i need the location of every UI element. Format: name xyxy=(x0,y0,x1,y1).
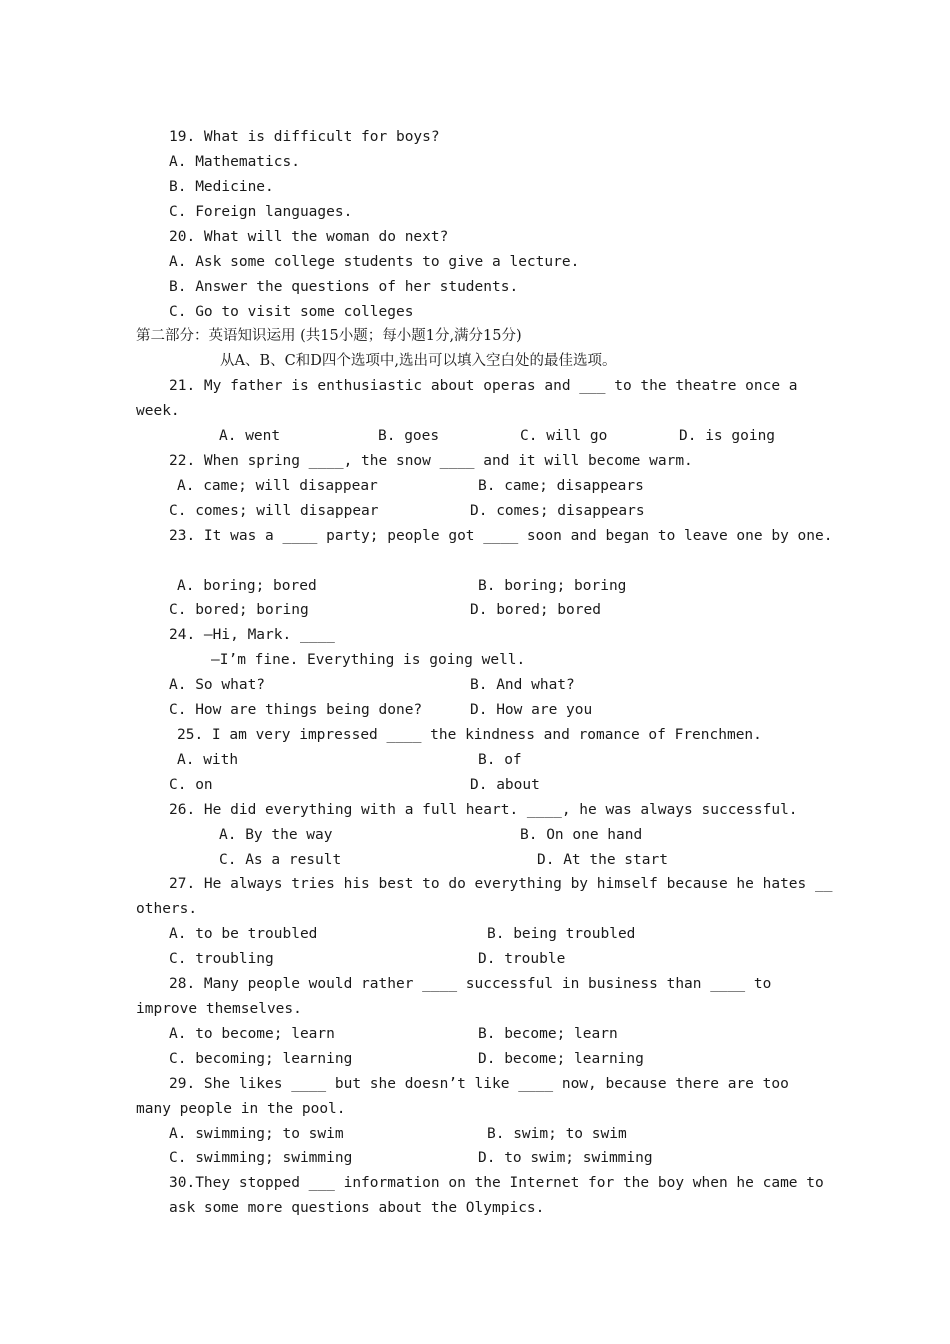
question-21-stem-cont: week. xyxy=(136,403,180,419)
question-25-option-a: A. with xyxy=(177,752,239,768)
question-24-option-a: A. So what? xyxy=(169,677,266,693)
question-23-stem: 23. It was a ____ party; people got ____ soon and began to leave one by one. xyxy=(169,528,833,544)
question-19-stem: 19. What is difficult for boys? xyxy=(169,129,440,145)
question-28-option-c: C. becoming; learning xyxy=(169,1051,353,1067)
section-2-instruction: 从A、B、C和D四个选项中,选出可以填入空白处的最佳选项。 xyxy=(220,353,617,369)
question-24-stem: 24. —Hi, Mark. ____ xyxy=(169,627,335,643)
question-22-option-b: B. came; disappears xyxy=(478,478,644,494)
question-24-reply: —I’m fine. Everything is going well. xyxy=(211,652,526,668)
question-29-stem-cont: many people in the pool. xyxy=(136,1101,346,1117)
question-21-option-d: D. is going xyxy=(679,428,776,444)
question-26-option-d: D. At the start xyxy=(537,852,668,868)
question-26-option-a: A. By the way xyxy=(219,827,333,843)
question-30-stem-cont: ask some more questions about the Olympics. xyxy=(169,1200,545,1216)
question-21-stem: 21. My father is enthusiastic about operas and ___ to the theatre once a xyxy=(169,378,798,394)
question-29-option-d: D. to swim; swimming xyxy=(478,1150,653,1166)
question-23-option-a: A. boring; bored xyxy=(177,578,317,594)
question-20-option-a: A. Ask some college students to give a lecture. xyxy=(169,254,580,270)
question-28-stem: 28. Many people would rather ____ successful in business than ____ to xyxy=(169,976,772,992)
question-24-option-c: C. How are things being done? xyxy=(169,702,423,718)
question-29-stem: 29. She likes ____ but she doesn’t like ____ now, because there are too xyxy=(169,1076,789,1092)
question-23-option-d: D. bored; bored xyxy=(470,602,601,618)
question-27-stem: 27. He always tries his best to do everything by himself because he hates __ xyxy=(169,876,833,892)
question-20-option-c: C. Go to visit some colleges xyxy=(169,304,414,320)
question-25-option-b: B. of xyxy=(478,752,522,768)
question-24-option-b: B. And what? xyxy=(470,677,575,693)
question-22-option-d: D. comes; disappears xyxy=(470,503,645,519)
question-30-stem: 30.They stopped ___ information on the Internet for the boy when he came to xyxy=(169,1175,824,1191)
question-23-option-b: B. boring; boring xyxy=(478,578,627,594)
question-28-option-d: D. become; learning xyxy=(478,1051,644,1067)
question-27-option-c: C. troubling xyxy=(169,951,274,967)
question-22-stem: 22. When spring ____, the snow ____ and it will become warm. xyxy=(169,453,693,469)
question-23-option-c: C. bored; boring xyxy=(169,602,309,618)
question-29-option-a: A. swimming; to swim xyxy=(169,1126,344,1142)
question-28-stem-cont: improve themselves. xyxy=(136,1001,302,1017)
question-21-option-a: A. went xyxy=(219,428,281,444)
question-25-stem: 25. I am very impressed ____ the kindness and romance of Frenchmen. xyxy=(177,727,762,743)
question-24-option-d: D. How are you xyxy=(470,702,593,718)
question-28-option-b: B. become; learn xyxy=(478,1026,618,1042)
question-29-option-b: B. swim; to swim xyxy=(487,1126,627,1142)
question-19-option-c: C. Foreign languages. xyxy=(169,204,353,220)
question-28-option-a: A. to become; learn xyxy=(169,1026,335,1042)
question-27-stem-cont: others. xyxy=(136,901,198,917)
question-26-option-b: B. On one hand xyxy=(520,827,643,843)
question-26-option-c: C. As a result xyxy=(219,852,342,868)
question-21-option-b: B. goes xyxy=(378,428,440,444)
question-19-option-b: B. Medicine. xyxy=(169,179,274,195)
question-19-option-a: A. Mathematics. xyxy=(169,154,300,170)
question-22-option-a: A. came; will disappear xyxy=(177,478,378,494)
question-26-stem: 26. He did everything with a full heart. ____, he was always successful. xyxy=(169,802,798,818)
question-21-option-c: C. will go xyxy=(520,428,608,444)
section-2-title: 第二部分：英语知识运用 (共15小题；每小题1分,满分15分) xyxy=(136,328,522,344)
question-27-option-a: A. to be troubled xyxy=(169,926,318,942)
question-27-option-b: B. being troubled xyxy=(487,926,636,942)
question-25-option-c: C. on xyxy=(169,777,213,793)
question-29-option-c: C. swimming; swimming xyxy=(169,1150,353,1166)
question-20-option-b: B. Answer the questions of her students. xyxy=(169,279,519,295)
question-27-option-d: D. trouble xyxy=(478,951,566,967)
question-20-stem: 20. What will the woman do next? xyxy=(169,229,449,245)
question-25-option-d: D. about xyxy=(470,777,540,793)
question-22-option-c: C. comes; will disappear xyxy=(169,503,379,519)
